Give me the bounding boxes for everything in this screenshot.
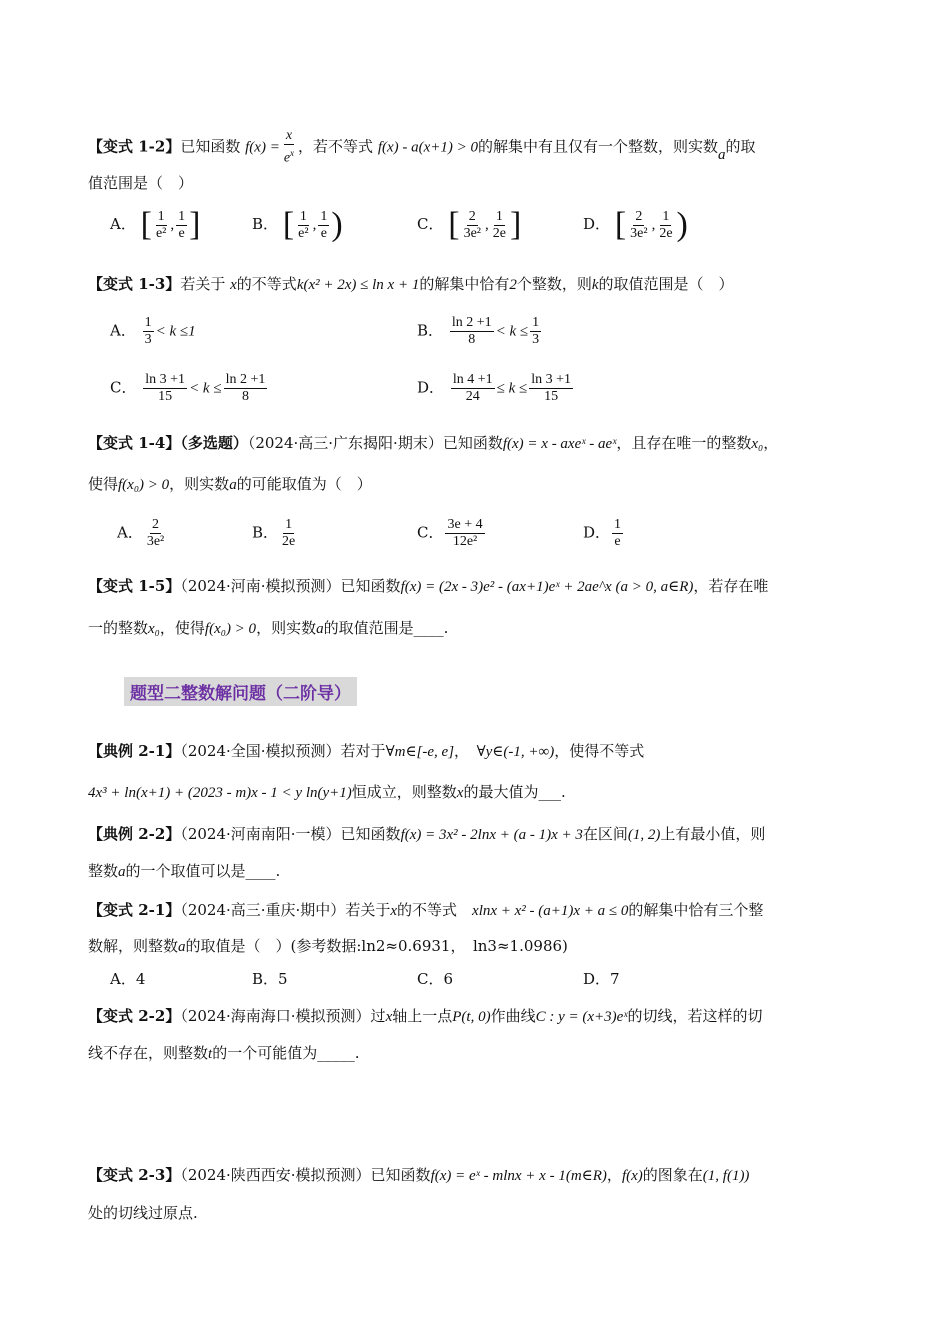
- fraction: $\frac{x}{e^x}$: [283, 128, 295, 166]
- problem-tag: 【变式 2-1】: [88, 901, 181, 919]
- problem-v1-5-line1: 【变式 1-5】（2024·河南·模拟预测）已知函数f(x) = (2x - 3)e² - (ax+1)eˣ + 2ae^x (a > 0, a∈R)，若存在唯: [88, 577, 769, 595]
- math-curve: C : y = (x+3)eˣ: [535, 1009, 628, 1025]
- math-fx: f(x) = x - axeˣ - aeˣ: [502, 436, 617, 452]
- answer-blank[interactable]: ____: [413, 619, 444, 637]
- math-inequality: k(x² + 2x) ≤ ln x + 1: [296, 277, 420, 293]
- option-C[interactable]: C． $\frac{3e + 4}{\text{12e²}}$: [417, 517, 483, 549]
- option-D[interactable]: D． $\frac{1}{e}$: [583, 517, 622, 549]
- problem-v1-4-line2: 使得f(x₀) > 0，则实数a的可能取值为（ ）: [88, 475, 372, 493]
- option-D[interactable]: D． $\frac{\ln 4 +1}{24}$ ≤ k ≤ $\frac{\ln 3 +1}{15}$: [417, 372, 572, 404]
- problem-v1-5-line2: 一的整数x₀，使得f(x₀) > 0，则实数a的取值范围是____.: [88, 619, 449, 637]
- section-title: 题型二整数解问题（二阶导）: [124, 677, 357, 706]
- option-A[interactable]: A． $\frac{2}{\text{3e²}}$: [117, 517, 165, 549]
- option-D[interactable]: D．7: [583, 970, 620, 988]
- problem-tag: 【典例 2-2】: [88, 825, 181, 843]
- problem-v2-3-line1: 【变式 2-3】（2024·陕西西安·模拟预测）已知函数f(x) = eˣ - mlnx + x - 1(m∈R)，f(x)的图象在(1, f(1)): [88, 1166, 750, 1184]
- problem-v1-2-line2: 值范围是（ ）: [88, 174, 194, 192]
- answer-blank[interactable]: ___: [538, 783, 561, 801]
- option-A[interactable]: A．4: [110, 970, 146, 988]
- math-inequality: xlnx + x² - (a+1)x + a ≤ 0: [472, 903, 629, 919]
- option-B[interactable]: B． $\frac{1}{2e}$: [252, 517, 296, 549]
- math-fx: f(x) = (2x - 3)e² - (ax+1)eˣ + 2ae^x (a > 0, a∈R): [400, 579, 694, 595]
- answer-blank[interactable]: ____: [245, 862, 276, 880]
- problem-v2-2-line1: 【变式 2-2】（2024·海南海口·模拟预测）过x轴上一点P(t, 0)作曲线C : y = (x+3)eˣ的切线，若这样的切: [88, 1007, 763, 1025]
- problem-v2-1-line1: 【变式 2-1】（2024·高三·重庆·期中）若关于x的不等式 xlnx + x² - (a+1)x + a ≤ 0的解集中恰有三个整: [88, 901, 764, 919]
- problem-tag: 【变式 1-4】: [88, 434, 181, 452]
- option-B[interactable]: B． [ $\frac{1}{\text{e²}}$ , $\frac{1}{e}$ ): [252, 206, 343, 243]
- problem-v2-1-line2: 数解，则整数a的取值是（ ）(参考数据:ln2≈0.6931， ln3≈1.0986): [88, 937, 568, 955]
- problem-v2-2-line2: 线不存在，则整数t的一个可能值为_____.: [88, 1044, 360, 1062]
- problem-v1-3-line1: 【变式 1-3】若关于 x的不等式k(x² + 2x) ≤ ln x + 1的解集中恰有2个整数，则k的取值范围是（ ）: [88, 275, 734, 293]
- problem-tag: 【变式 1-2】: [88, 137, 181, 156]
- problem-v1-2-line1: 【变式 1-2】已知函数 f(x) = $\frac{x}{e^x}$ ，若不等式 f(x) - a(x+1) > 0的解集中有且仅有一个整数，则实数a的取: [88, 128, 756, 166]
- math-inequality: 4x³ + ln(x+1) + (2023 - m)x - 1 < y ln(y+1): [88, 785, 352, 801]
- problem-d2-2-line1: 【典例 2-2】（2024·河南南阳·一模）已知函数f(x) = 3x² - 2lnx + (a - 1)x + 3在区间(1, 2)上有最小值，则: [88, 825, 766, 843]
- problem-tag: 【典例 2-1】: [88, 742, 181, 760]
- math-fx: f(x) = 3x² - 2lnx + (a - 1)x + 3: [400, 827, 583, 843]
- option-B[interactable]: B．5: [252, 970, 288, 988]
- problem-tag: 【变式 1-3】: [88, 275, 181, 293]
- problem-v2-3-line2: 处的切线过原点.: [88, 1204, 198, 1222]
- option-B[interactable]: B． $\frac{\ln 2 +1}{8}$ < k ≤ $\frac{1}{3}$: [417, 315, 540, 347]
- problem-d2-1-line2: 4x³ + ln(x+1) + (2023 - m)x - 1 < y ln(y+1)恒成立，则整数x的最大值为___.: [88, 783, 566, 801]
- problem-v1-4-line1: 【变式 1-4】（多选题）（2024·高三·广东揭阳·期末）已知函数f(x) = x - axeˣ - aeˣ，且存在唯一的整数x₀，: [88, 434, 779, 452]
- problem-tag: 【变式 2-2】: [88, 1007, 181, 1025]
- option-A[interactable]: A． [ $\frac{1}{\text{e²}}$ , $\frac{1}{e}$ ]: [110, 206, 201, 243]
- option-D[interactable]: D． [ $\frac{2}{\text{3e²}}$ , $\frac{1}{2e}$ ): [583, 206, 688, 243]
- option-C[interactable]: C．6: [417, 970, 454, 988]
- option-C[interactable]: C． [ $\frac{2}{\text{3e²}}$ , $\frac{1}{2e}$ ]: [417, 206, 522, 243]
- answer-blank[interactable]: _____: [317, 1044, 355, 1062]
- problem-d2-1-line1: 【典例 2-1】（2024·全国·模拟预测）若对于∀m∈[-e, e]， ∀y∈(-1, +∞)，使得不等式: [88, 742, 645, 760]
- option-A[interactable]: A． $\frac{1}{3}$ < k ≤1: [110, 315, 196, 347]
- problem-tag: 【变式 2-3】: [88, 1166, 181, 1184]
- option-C[interactable]: C． $\frac{\ln 3 +1}{15}$ < k ≤ $\frac{\ln 2 +1}{8}$: [110, 372, 266, 404]
- math-fx: f(x) =: [245, 139, 280, 156]
- problem-d2-2-line2: 整数a的一个取值可以是____.: [88, 862, 281, 880]
- math-inequality: f(x) - a(x+1) > 0: [377, 139, 479, 156]
- math-fx: f(x) = eˣ - mlnx + x - 1(m∈R): [430, 1168, 607, 1184]
- problem-tag: 【变式 1-5】: [88, 577, 181, 595]
